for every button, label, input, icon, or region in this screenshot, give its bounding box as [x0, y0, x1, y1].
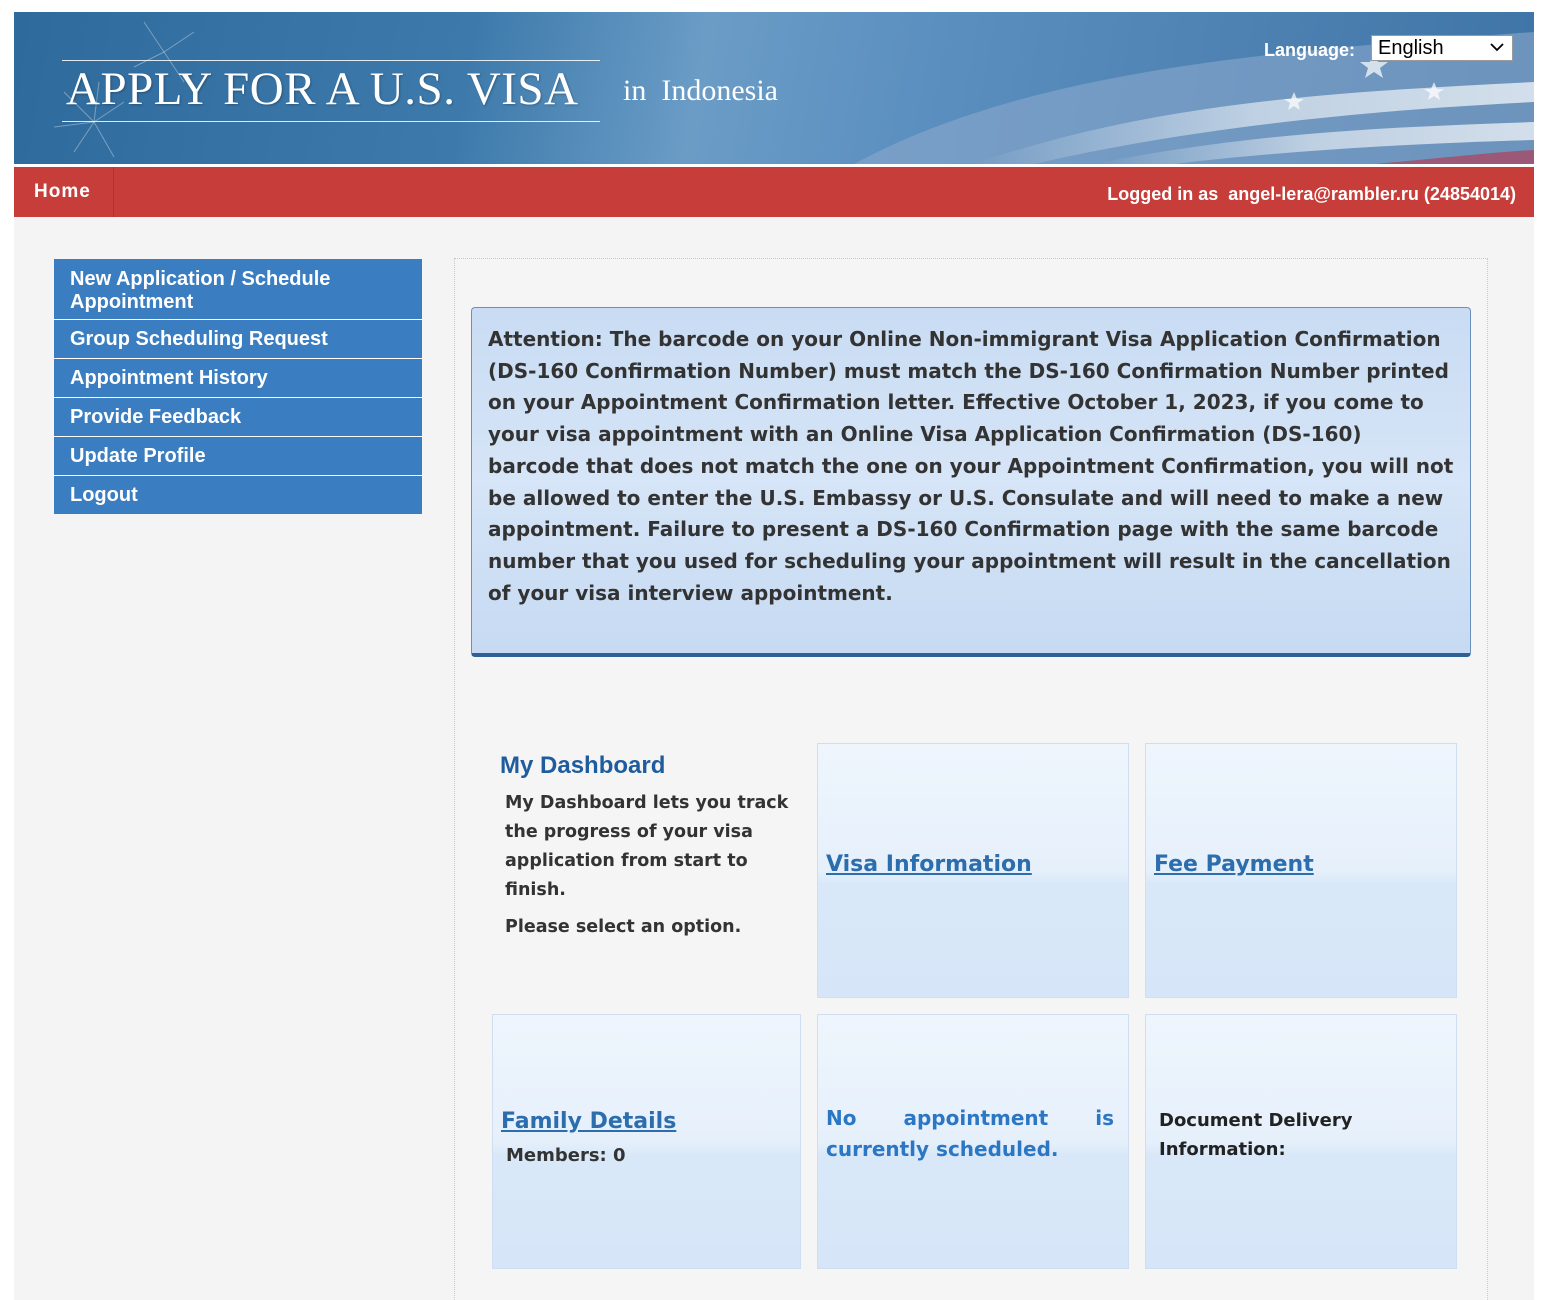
- fee-payment-link[interactable]: Fee Payment: [1154, 852, 1314, 877]
- site-title: APPLY FOR A U.S. VISA: [66, 63, 579, 115]
- tile-visa-information: [817, 743, 1129, 998]
- header-banner: [14, 12, 1534, 164]
- country-label: [623, 74, 778, 108]
- logged-in-label: Logged in as: [1107, 184, 1219, 204]
- sidebar-item-new-application[interactable]: New Application / Schedule Appointment: [54, 259, 422, 320]
- document-delivery-info: Document Delivery Information:: [1159, 1110, 1353, 1160]
- sidebar-item-group-scheduling[interactable]: Group Scheduling Request: [54, 320, 422, 359]
- tile-document-delivery: [1145, 1014, 1457, 1269]
- language-selected-value: English: [1378, 37, 1444, 59]
- sidebar-item-update-profile[interactable]: Update Profile: [54, 437, 422, 476]
- country-name: Indonesia: [661, 74, 778, 107]
- no-appointment-text: No appointment is currently scheduled.: [826, 1106, 1114, 1161]
- sidebar-menu: [54, 259, 422, 514]
- dashboard-hint: Please select an option.: [505, 917, 742, 937]
- logged-in-user: angel-lera@rambler.ru (24854014): [1228, 184, 1516, 204]
- nav-home-link[interactable]: Home: [14, 167, 114, 217]
- dashboard-title: My Dashboard: [500, 752, 666, 779]
- tile-appointment: [817, 1014, 1129, 1269]
- family-members-count: Members: 0: [506, 1145, 626, 1166]
- attention-notice: Attention: The barcode on your Online Non-immigrant Visa Application Confirmation (DS-160 Confirmation Number) must match the DS-160 Confirmation Number printed on your Appointment Confirmation letter. Effective October 1, 2023, if you come to your visa appointment with an Online Visa Application Confirmation (DS-160) barcode that does not match the one on your Appointment Confirmation, you will not be allowed to enter the U.S. Embassy or U.S. Consulate and will need to make a new appointment. Failure to present a DS-160 Confirmation page with the same barcode number that you used for scheduling your appointment will result in the cancellation of your visa interview appointment.: [471, 307, 1471, 657]
- language-select[interactable]: [1371, 35, 1513, 61]
- family-details-link[interactable]: Family Details: [501, 1109, 677, 1134]
- visa-information-link[interactable]: Visa Information: [826, 852, 1032, 877]
- top-navbar: [14, 167, 1534, 217]
- sidebar-item-appointment-history[interactable]: Appointment History: [54, 359, 422, 398]
- chevron-down-icon: [1490, 40, 1504, 54]
- sidebar-item-provide-feedback[interactable]: Provide Feedback: [54, 398, 422, 437]
- country-prefix: in: [623, 74, 647, 107]
- tile-fee-payment: [1145, 743, 1457, 998]
- tile-family-details: [492, 1014, 801, 1269]
- language-label: Language:: [1264, 40, 1356, 60]
- sidebar-item-logout[interactable]: Logout: [54, 476, 422, 514]
- logged-in-info: [1107, 184, 1516, 205]
- dashboard-description: My Dashboard lets you track the progress of your visa application from start to finish.: [505, 793, 789, 900]
